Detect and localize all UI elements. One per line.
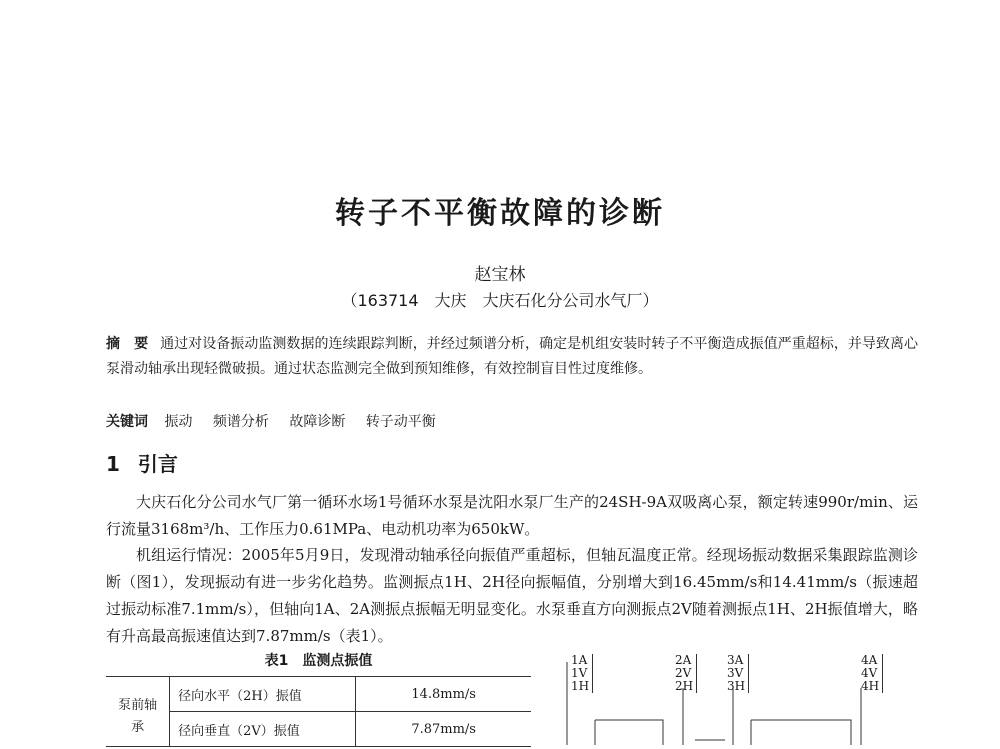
sensor-label-group [675,654,697,693]
table-number: 表1 [264,653,289,669]
sensor-label: 2H [675,679,694,693]
sensor-label: 1V [571,666,588,680]
abstract-text: 通过对设备振动监测数据的连续跟踪判断，并经过频谱分析，确定是机组安装时转子不平衡造成振值严重超标，并导致离心泵滑动轴承出现轻微破损。通过状态监测完全做到预知维修，有效控制盲目性过度维修。 [106,336,918,377]
sensor-label: 3H [727,679,746,693]
table-caption-text: 监测点振值 [302,653,373,669]
sensor-label: 4V [861,666,878,680]
table-cell-name: 径向水平（2H）振值 [170,677,356,712]
section-heading [106,448,918,477]
table-row [106,712,531,747]
pump-diagram [555,648,895,745]
keywords [106,411,918,433]
table-cell-value: 7.87mm/s [356,712,531,747]
table-cell-value: 14.8mm/s [356,677,531,712]
abstract-label: 摘 要 [106,336,149,352]
keyword: 频谱分析 [212,414,269,430]
sensor-label: 2A [675,653,692,667]
abstract [106,332,918,382]
body-paragraph: 大庆石化分公司水气厂第一循环水场1号循环水泵是沈阳水泵厂生产的24SH-9A双吸离心泵，额定转速990r/min、运行流量3168m³/h、工作压力0.61MPa、电动机功率为650kW。 [106,493,918,538]
sensor-label: 1A [571,653,588,667]
sensor-label-group [861,654,883,693]
keyword: 故障诊断 [289,414,346,430]
table-cell-name: 径向垂直（2V）振值 [170,712,356,747]
sensor-label: 4H [861,679,880,693]
section-number: 1 [106,452,120,476]
sensor-label: 1H [571,679,590,693]
figure-1-diagram [555,648,895,745]
table-row [106,677,531,712]
sensor-label-group [571,654,593,693]
sensor-label-group [727,654,749,693]
sensor-label: 4A [861,653,878,667]
body-paragraph: 机组运行情况：2005年5月9日，发现滑动轴承径向振值严重超标，但轴瓦温度正常。经现场振动数据采集跟踪监测诊断（图1），发现振动有进一步劣化趋势。监测振点1H、2H径向振幅值，分别增大到16.45mm/s和14.41mm/s（振速超过振动标准7.1mm/s），但轴向1A、2A测振点振幅无明显变化。水泵垂直方向测振点2V随着测振点1H、2H振值增大，略有升高最高振速值达到7.87mm/s（表1）。 [106,546,918,645]
paper-title: 转子不平衡故障的诊断 [335,196,665,231]
keyword: 振动 [164,414,193,430]
author-affiliation: （163714 大庆 大庆石化分公司水气厂） [341,291,659,310]
keyword: 转子动平衡 [365,414,436,430]
sensor-label: 3V [727,666,744,680]
sensor-label: 3A [727,653,744,667]
keywords-label: 关键词 [106,414,148,430]
table-caption [106,650,531,670]
author-name: 赵宝林 [474,265,526,285]
sensor-label: 2V [675,666,692,680]
table-group-cell: 泵前轴承 [106,677,170,747]
section-title: 引言 [137,452,178,476]
vibration-table [106,676,531,747]
